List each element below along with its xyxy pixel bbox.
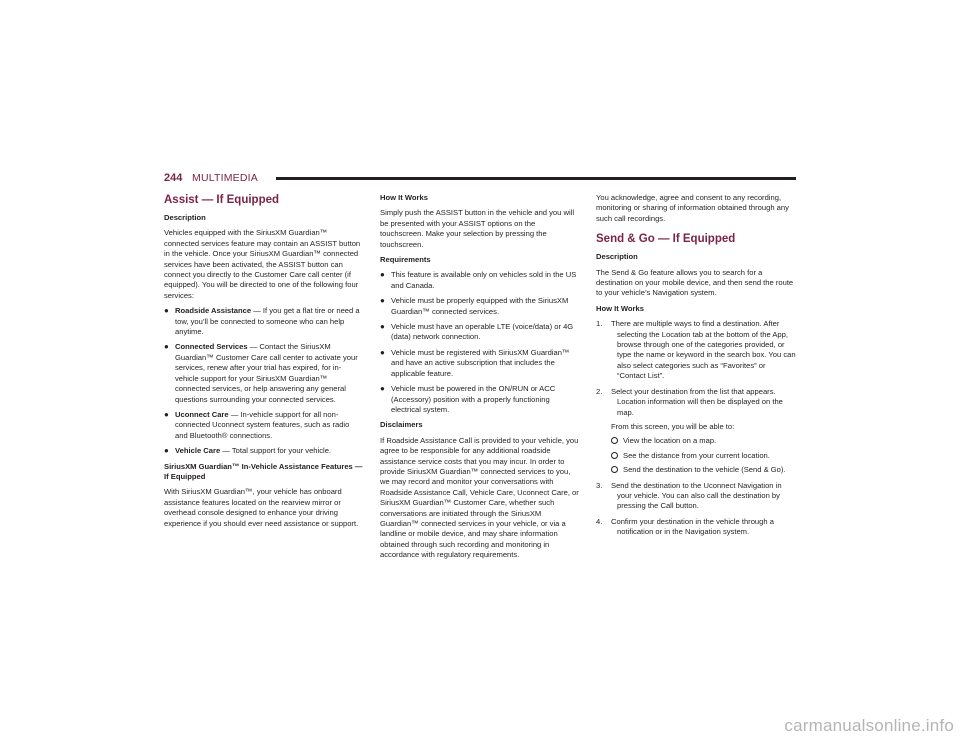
list-item — [164, 446, 364, 456]
assist-description-text: Vehicles equipped with the SiriusXM Guardian™ connected services feature may contain an ASSIST button in the vehicle. Once your SiriusXM Guardian™ connected services have been activated, the ASSIST button can connect you directly to the Customer Care call center (if equipped). You will be directed to one of the following four services: — [164, 228, 361, 300]
send-go-how-heading: How It Works — [596, 303, 644, 313]
bullet-icon: ● — [164, 409, 169, 419]
circle-bullet-icon — [611, 437, 618, 444]
bullet-icon: ● — [380, 270, 385, 280]
bullet-icon: ● — [164, 446, 169, 456]
requirement-text: Vehicle must be properly equipped with the SiriusXM Guardian™ connected services. — [391, 296, 569, 316]
service-term: Roadside Assistance — [175, 306, 252, 316]
service-text: — Contact the SiriusXM Guardian™ Customer Care call center to activate your services, renew after your trial has expired, for in-vehicle support for your SiriusXM Guardian™ connected services, or help answering any general questions surrounding your connected services. — [175, 342, 358, 404]
service-term: Connected Services — [175, 342, 248, 352]
list-item — [596, 387, 796, 476]
bullet-icon: ● — [380, 322, 385, 332]
service-text: — If you get a flat tire or need a tow, you’ll be connected to someone who can help anytime. — [175, 306, 360, 337]
list-item — [380, 384, 580, 415]
circle-bullet-icon — [611, 452, 618, 459]
page-header — [164, 172, 796, 186]
list-item — [380, 296, 580, 317]
step-text: Send the destination to the Uconnect Navigation in your vehicle. You can also call the destination by pressing the Call button. — [611, 480, 782, 511]
column-1 — [164, 193, 364, 534]
step-number: 4. — [596, 516, 603, 526]
requirement-text: Vehicle must be powered in the ON/RUN or ACC (Accessory) position with a properly functioning electrical system. — [391, 384, 556, 414]
step-number: 3. — [596, 480, 603, 490]
step-text: Select your destination from the list that appears. Location information will then be displayed on the map. — [611, 386, 783, 417]
list-item — [596, 481, 796, 512]
how-it-works-heading: How It Works — [380, 193, 428, 202]
requirement-text: Vehicle must have an operable LTE (voice/data) or 4G (data) network connection. — [391, 322, 574, 342]
send-go-description-heading: Description — [596, 252, 638, 262]
steps-list — [596, 319, 796, 537]
service-text: — Total support for your vehicle. — [220, 446, 332, 456]
circle-bullet-icon — [611, 466, 618, 473]
features-heading: SiriusXM Guardian™ In-Vehicle Assistance Features — If Equipped — [164, 461, 363, 481]
header-rule — [276, 177, 796, 180]
list-item — [164, 306, 364, 337]
send-go-description-text: The Send & Go feature allows you to search for a destination on your mobile device, and then send the route to your vehicle’s Navigation system. — [596, 267, 794, 298]
list-item — [611, 451, 796, 461]
bullet-icon: ● — [164, 342, 169, 352]
list-item — [380, 270, 580, 291]
page-number: 244 — [164, 172, 183, 184]
section-title: MULTIMEDIA — [192, 172, 258, 184]
step-subtext: From this screen, you will be able to: — [611, 421, 735, 431]
how-it-works-text: Simply push the ASSIST button in the vehicle and you will be presented with your ASSIST options on the touchscreen. Make your selection by pressing the touchscreen. — [380, 208, 575, 249]
requirements-list — [380, 270, 580, 415]
watermark: carmanualsonline.info — [784, 716, 954, 735]
bullet-icon: ● — [164, 306, 169, 316]
list-item — [164, 342, 364, 404]
bullet-icon: ● — [380, 384, 385, 394]
sub-options-list — [611, 436, 796, 475]
service-text: — In-vehicle support for all non-connected Uconnect system features, such as radio and Bluetooth® connections. — [175, 409, 350, 440]
consent-text: You acknowledge, agree and consent to any recording, monitoring or sharing of information obtained through any such call recordings. — [596, 193, 789, 223]
features-text: With SiriusXM Guardian™, your vehicle has onboard assistance features located on the rearview mirror or overhead console designed to enhance your driving experience if you should ever need assistance or support. — [164, 487, 359, 528]
requirements-heading: Requirements — [380, 255, 431, 265]
step-number: 1. — [596, 319, 603, 329]
list-item — [380, 322, 580, 343]
services-list — [164, 306, 364, 456]
bullet-icon: ● — [380, 347, 385, 357]
step-text: There are multiple ways to find a destination. After selecting the Location tab at the bottom of the App, browse through one of the categories provided, or type the name or keyword in the search box. You can also select categories such as “Favorites” or “Contact List”. — [611, 319, 796, 381]
sub-option-text: See the distance from your current location. — [623, 450, 770, 460]
service-term: Vehicle Care — [175, 446, 221, 456]
column-2 — [380, 193, 580, 566]
step-number: 2. — [596, 386, 603, 396]
requirement-text: This feature is available only on vehicles sold in the US and Canada. — [391, 270, 577, 290]
list-item — [380, 348, 580, 379]
disclaimers-text: If Roadside Assistance Call is provided to your vehicle, you agree to be responsible for any additional roadside assistance service costs that you may incur. In order to provide SiriusXM Guardian™ connected services to you, we may record and monitor your conversations with Roadside Assistance Call, Vehicle Care, Uconnect Care, or SiriusXM Guardian™ Customer Care, whether such conversations are initiated through the SiriusXM Guardian™ connected services in your vehicle, or via a landline or mobile device, and may share information obtained through such recording and monitoring in accordance with regulatory requirements. — [380, 435, 579, 560]
list-item — [164, 410, 364, 441]
requirement-text: Vehicle must be registered with SiriusXM Guardian™ and have an active subscription that includes the applicable feature. — [391, 347, 570, 378]
disclaimers-heading: Disclaimers — [380, 420, 423, 430]
assist-heading: Assist — If Equipped — [164, 194, 280, 206]
send-go-heading: Send & Go — If Equipped — [596, 233, 736, 246]
step-text: Confirm your destination in the vehicle through a notification or in the Navigation system. — [611, 516, 774, 537]
sub-option-text: Send the destination to the vehicle (Send & Go). — [623, 465, 786, 475]
list-item — [596, 319, 796, 381]
list-item — [596, 517, 796, 538]
bullet-icon: ● — [380, 296, 385, 306]
sub-option-text: View the location on a map. — [623, 436, 717, 446]
list-item — [611, 465, 796, 475]
column-3 — [596, 193, 796, 543]
list-item — [611, 436, 796, 446]
service-term: Uconnect Care — [175, 409, 229, 419]
assist-description-heading: Description — [164, 213, 206, 222]
